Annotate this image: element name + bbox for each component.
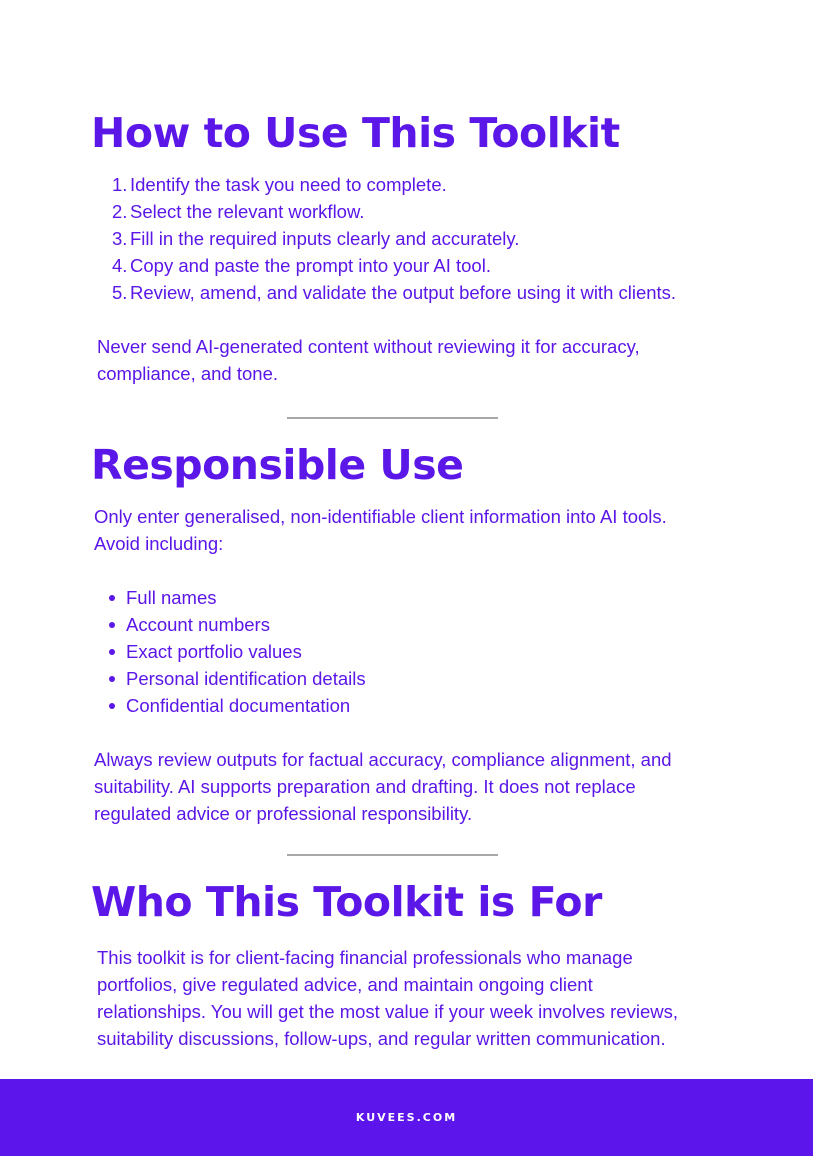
heading-responsible-use: Responsible Use: [91, 441, 464, 489]
who-for-line: relationships. You will get the most value if your week involves reviews,: [97, 1001, 678, 1022]
avoid-item: Full names: [126, 584, 366, 611]
avoid-item: Exact portfolio values: [126, 638, 366, 665]
review-note: [97, 333, 640, 387]
avoid-item: Personal identification details: [126, 665, 366, 692]
footer-bar: [0, 1079, 813, 1156]
who-for-line: portfolios, give regulated advice, and maintain ongoing client: [97, 974, 593, 995]
review-note-line: compliance, and tone.: [97, 363, 279, 384]
step-item: Copy and paste the prompt into your AI tool.: [130, 255, 491, 276]
who-for-body: [97, 944, 678, 1052]
step-item: Review, amend, and validate the output before using it with clients.: [130, 282, 677, 303]
responsible-closing: [94, 746, 672, 827]
responsible-closing-line: Always review outputs for factual accuracy, compliance alignment, and: [94, 749, 672, 770]
avoid-item: Confidential documentation: [126, 692, 366, 719]
who-for-line: This toolkit is for client-facing financial professionals who manage: [97, 947, 633, 968]
heading-who-for: Who This Toolkit is For: [91, 878, 602, 926]
section-divider: [287, 854, 498, 856]
footer-website-link[interactable]: KUVEES.COM: [355, 1111, 458, 1124]
heading-how-to-use: How to Use This Toolkit: [91, 109, 620, 157]
who-for-line: suitability discussions, follow-ups, and regular written communication.: [97, 1028, 666, 1049]
avoid-item: Account numbers: [126, 611, 366, 638]
responsible-intro-line: Only enter generalised, non-identifiable client information into AI tools.: [94, 506, 667, 527]
responsible-closing-line: suitability. AI supports preparation and drafting. It does not replace: [94, 776, 636, 797]
avoid-list: [126, 584, 366, 719]
review-note-line: Never send AI-generated content without reviewing it for accuracy,: [97, 336, 640, 357]
responsible-intro-line: Avoid including:: [94, 533, 224, 554]
section-divider: [287, 417, 498, 419]
responsible-closing-line: regulated advice or professional responsibility.: [94, 803, 473, 824]
steps-list: [112, 171, 676, 306]
step-item: Fill in the required inputs clearly and accurately.: [130, 228, 520, 249]
step-item: Identify the task you need to complete.: [130, 174, 447, 195]
step-item: Select the relevant workflow.: [130, 201, 365, 222]
responsible-intro: [94, 503, 667, 557]
